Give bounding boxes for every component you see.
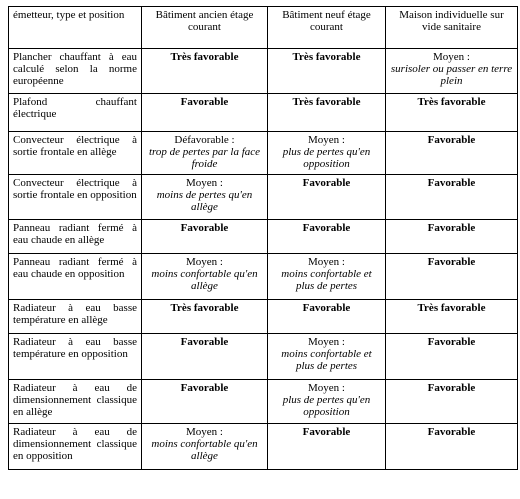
- table-row: [9, 132, 518, 175]
- emitter-label: Radiateur à eau basse température en allège: [9, 300, 142, 334]
- rating-cell: [386, 94, 518, 132]
- rating-cell: [142, 380, 268, 424]
- rating-comment: trop de pertes par la face froide: [148, 146, 261, 170]
- table-row: [9, 334, 518, 380]
- rating-cell: [142, 220, 268, 254]
- emitter-label: Convecteur électrique à sortie frontale en allège: [9, 132, 142, 175]
- rating-value: Favorable: [302, 302, 351, 314]
- header-row: [9, 7, 518, 49]
- rating-cell: [386, 424, 518, 470]
- rating-cell: [268, 132, 386, 175]
- rating-value: Favorable: [427, 177, 476, 189]
- emitter-label: Radiateur à eau de dimensionnement classique en opposition: [9, 424, 142, 470]
- rating-cell: [386, 254, 518, 300]
- rating-cell: [142, 334, 268, 380]
- rating-value: Favorable: [180, 336, 229, 348]
- rating-value: Favorable: [427, 426, 476, 438]
- rating-value: Favorable: [302, 177, 351, 189]
- table-body: [9, 49, 518, 470]
- rating-cell: [142, 49, 268, 94]
- rating-comment: moins confortable qu'en allège: [151, 438, 258, 462]
- rating-value: Favorable: [180, 222, 229, 234]
- rating-value: Favorable: [302, 222, 351, 234]
- rating-cell: [386, 132, 518, 175]
- rating-comment: surisoler ou passer en terre plein: [390, 63, 513, 87]
- rating-comment: moins confortable qu'en allège: [151, 268, 258, 292]
- rating-cell: [386, 49, 518, 94]
- emitter-label: Plancher chauffant à eau calculé selon la norme européenne: [9, 49, 142, 94]
- rating-value: Favorable: [302, 426, 351, 438]
- rating-value: Favorable: [427, 134, 476, 146]
- rating-value: Très favorable: [292, 96, 361, 108]
- rating-cell: [142, 132, 268, 175]
- rating-value: Très favorable: [170, 51, 239, 63]
- table-row: [9, 424, 518, 470]
- rating-cell: [268, 94, 386, 132]
- header-emitter: émetteur, type et position: [9, 7, 142, 49]
- emitter-label: Panneau radiant fermé à eau chaude en allège: [9, 220, 142, 254]
- rating-cell: [268, 49, 386, 94]
- rating-comment: moins confortable et plus de pertes: [281, 348, 372, 372]
- rating-value: Très favorable: [292, 51, 361, 63]
- rating-cell: [142, 175, 268, 220]
- emitter-label: Plafond chauffant électrique: [9, 94, 142, 132]
- rating-value: Favorable: [427, 256, 476, 268]
- rating-value: Favorable: [180, 382, 229, 394]
- header-new-building: Bâtiment neuf étage courant: [268, 7, 386, 49]
- emitter-label: Panneau radiant fermé à eau chaude en opposition: [9, 254, 142, 300]
- table-row: [9, 300, 518, 334]
- rating-cell: [268, 334, 386, 380]
- rating-cell: [268, 380, 386, 424]
- rating-value: Favorable: [427, 336, 476, 348]
- rating-comment: plus de pertes qu'en opposition: [282, 146, 371, 170]
- rating-cell: [268, 424, 386, 470]
- rating-level: Moyen :: [186, 426, 223, 438]
- rating-level: Moyen :: [186, 256, 223, 268]
- rating-cell: [268, 175, 386, 220]
- header-individual-house: Maison individuelle sur vide sanitaire: [386, 7, 518, 49]
- header-old-building: Bâtiment ancien étage courant: [142, 7, 268, 49]
- rating-cell: [386, 380, 518, 424]
- table-row: [9, 380, 518, 424]
- rating-level: Défavorable :: [174, 134, 235, 146]
- rating-value: Favorable: [427, 382, 476, 394]
- rating-level: Moyen :: [308, 256, 345, 268]
- rating-level: Moyen :: [308, 382, 345, 394]
- rating-comment: moins confortable et plus de pertes: [281, 268, 372, 292]
- rating-cell: [268, 220, 386, 254]
- rating-cell: [142, 300, 268, 334]
- table-row: [9, 94, 518, 132]
- table-row: [9, 175, 518, 220]
- rating-cell: [386, 334, 518, 380]
- table-row: [9, 220, 518, 254]
- emitter-label: Radiateur à eau basse température en opposition: [9, 334, 142, 380]
- heating-emitter-comparison-table: [8, 6, 518, 470]
- emitter-label: Convecteur électrique à sortie frontale en opposition: [9, 175, 142, 220]
- rating-comment: plus de pertes qu'en opposition: [282, 394, 371, 418]
- rating-cell: [386, 220, 518, 254]
- rating-level: Moyen :: [433, 51, 470, 63]
- rating-value: Très favorable: [170, 302, 239, 314]
- rating-cell: [386, 175, 518, 220]
- table-row: [9, 254, 518, 300]
- rating-cell: [142, 424, 268, 470]
- rating-level: Moyen :: [308, 336, 345, 348]
- rating-level: Moyen :: [308, 134, 345, 146]
- emitter-label: Radiateur à eau de dimensionnement classique en allège: [9, 380, 142, 424]
- rating-cell: [268, 254, 386, 300]
- rating-cell: [142, 254, 268, 300]
- rating-cell: [142, 94, 268, 132]
- rating-value: Favorable: [180, 96, 229, 108]
- table-row: [9, 49, 518, 94]
- rating-level: Moyen :: [186, 177, 223, 189]
- rating-value: Très favorable: [417, 96, 486, 108]
- rating-cell: [386, 300, 518, 334]
- rating-cell: [268, 300, 386, 334]
- rating-value: Favorable: [427, 222, 476, 234]
- rating-value: Très favorable: [417, 302, 486, 314]
- rating-comment: moins de pertes qu'en allège: [156, 189, 253, 213]
